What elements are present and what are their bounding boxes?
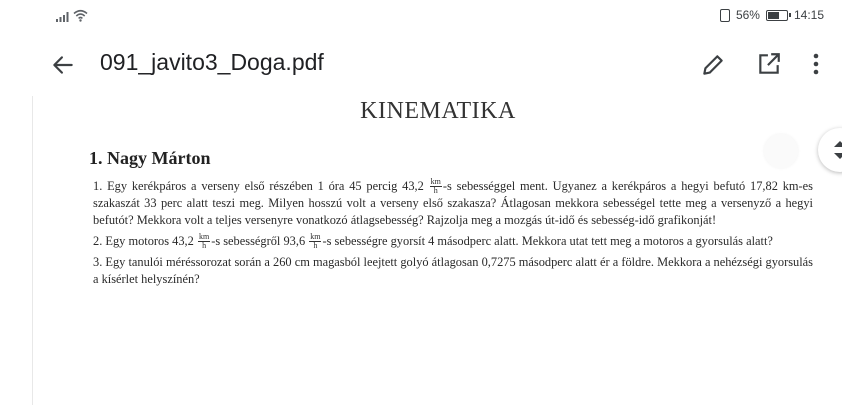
student-name: 1. Nagy Márton	[89, 148, 211, 168]
battery-percent: 56%	[735, 8, 760, 22]
back-arrow-icon[interactable]	[50, 52, 76, 78]
signal-icon	[56, 10, 72, 22]
problem-list	[93, 178, 813, 292]
faded-button	[764, 134, 798, 168]
problem-3: 3. Egy tanulói méréssorozat során a 260 cm magasból leejtett golyó átlagosan 0,7275 másodperc alatt ér a földre. Mekkora a nehézségi gyorsulás a kísérlet helyszínén?	[93, 255, 813, 286]
document-title: 091_javito3_Doga.pdf	[100, 49, 324, 75]
battery-icon	[766, 10, 788, 21]
scroll-arrows-icon	[830, 139, 842, 161]
pencil-icon[interactable]	[700, 52, 726, 78]
clock: 14:15	[793, 8, 824, 22]
app-bar	[0, 36, 842, 92]
wifi-icon	[73, 9, 88, 22]
vibrate-icon	[720, 9, 730, 22]
unit-fraction: $\frac{km}{h}$	[430, 177, 441, 195]
page-heading: KINEMATIKA	[360, 98, 516, 124]
pdf-page[interactable]	[32, 96, 842, 405]
battery-fill	[768, 12, 779, 19]
unit-fraction: $\frac{km}{h}$	[310, 232, 321, 250]
unit-fraction: $\frac{km}{h}$	[198, 232, 210, 250]
problem-2: 2. Egy motoros 43,2 $\frac{km}{h}$ -s sebességről 93,6 $\frac{km}{h}$ -s sebességre gyorsít 4 másodperc alatt. Mekkora utat tett meg a motoros a gyorsulás alatt?	[93, 232, 773, 250]
status-bar	[0, 0, 842, 32]
more-vert-icon[interactable]	[806, 50, 826, 78]
open-external-icon[interactable]	[756, 51, 782, 77]
problem-1: 1. Egy kerékpáros a verseny első részében 1 óra 45 percig 43,2 $\frac{km}{h}$ -s sebességgel ment. Ugyanez a kerékpáros a hegyi befutó 17,82 km-es szakaszát 33 perc alatt teszi meg. Milyen hosszú volt a verseny első szakasza? Átlagosan mekkora sebességel tette meg a versenyző a hegyi befutót? Mekkora volt a teljes versenyre vonatkozó átlagsebesség? Rajzolja meg a mozgás út-idő és sebesség-idő grafikonját!	[93, 177, 813, 227]
